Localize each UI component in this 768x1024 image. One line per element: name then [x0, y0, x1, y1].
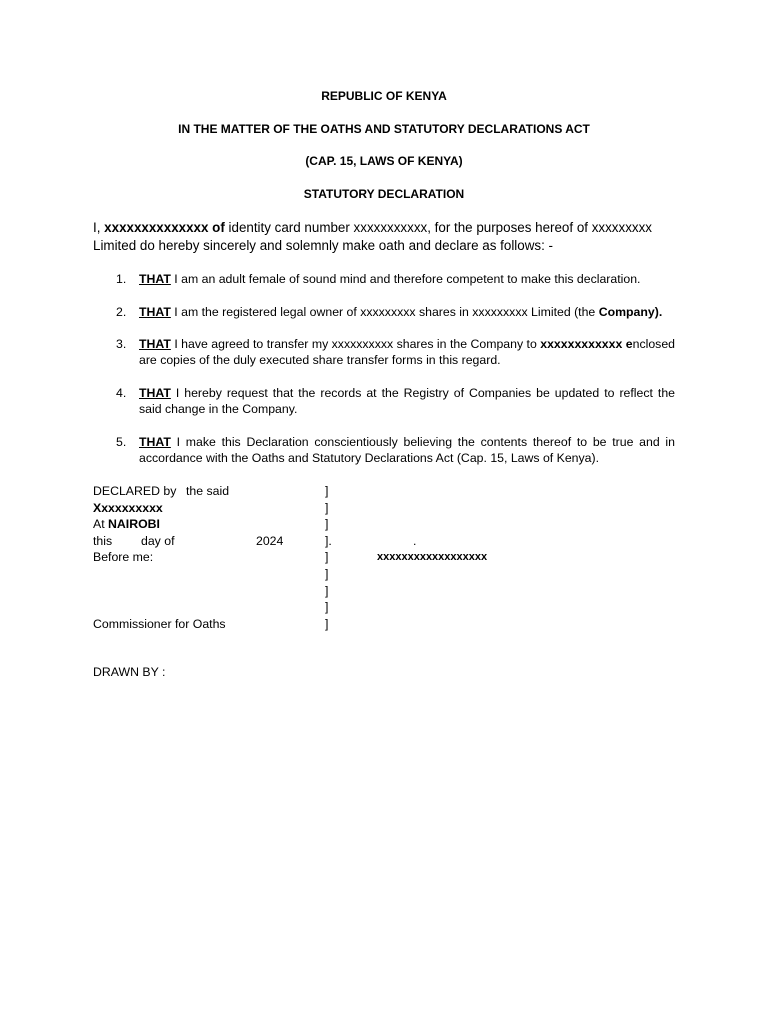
item-bold-tail: Company). [598, 305, 663, 319]
declaration-item [93, 336, 675, 368]
declarant-label: Xxxxxxxxxx [93, 500, 163, 515]
jurat-row [93, 566, 593, 583]
item-text: I make this Declaration conscientiously believing the contents thereof to be true and in accordance with the Oaths and Statutory Declarations Act (Cap. 15, Laws of Kenya). [139, 435, 675, 465]
item-body [139, 304, 675, 320]
item-number: 5. [116, 435, 127, 449]
item-number: 2. [116, 305, 127, 319]
place-name: NAIROBI [108, 517, 160, 532]
jurat-row [93, 533, 593, 550]
declaration-item [93, 385, 675, 417]
declared-by-label: DECLARED by [93, 484, 177, 498]
item-text: I hereby request that the records at the Registry of Companies be updated to reflect the said change in the Company. [139, 386, 675, 416]
item-keyword: THAT [139, 435, 171, 449]
jurat-row [93, 583, 593, 600]
heading-statutory-declaration: STATUTORY DECLARATION [303, 187, 465, 201]
heading-cap: (CAP. 15, LAWS OF KENYA) [305, 154, 463, 168]
this-label: this [93, 533, 113, 548]
item-text: I have agreed to transfer my xxxxxxxxxx shares in the Company to [170, 337, 541, 351]
drawn-by-label: DRAWN BY : [93, 665, 166, 679]
item-keyword: THAT [139, 337, 171, 351]
item-body [139, 271, 675, 287]
jurat-bracket: ]. [325, 533, 332, 548]
item-body [139, 336, 675, 368]
year-label: 2024 [256, 533, 284, 548]
jurat-row [93, 549, 593, 566]
jurat-bracket: ] [325, 583, 329, 598]
item-body [139, 434, 675, 466]
before-me-label: Before me: [93, 550, 154, 565]
item-text-after: nclosed are copies of the duly executed share transfer forms in this regard. [139, 337, 675, 367]
day-of-label: day of [141, 533, 175, 548]
jurat-bracket: ] [325, 500, 329, 515]
jurat-row [93, 516, 593, 533]
declarant-name: xxxxxxxxxxxxxx of [104, 220, 225, 235]
jurat-bracket: ] [325, 600, 329, 615]
heading-republic: REPUBLIC OF KENYA [321, 89, 447, 103]
jurat-bracket: ] [325, 517, 329, 532]
jurat-row [93, 500, 593, 517]
item-text: I am the registered legal owner of xxxxxxxxx shares in xxxxxxxxx Limited (the [170, 305, 599, 319]
jurat-bracket: ] [325, 566, 329, 581]
item-keyword: THAT [139, 305, 171, 319]
intro-paragraph [93, 219, 675, 255]
intro-text: identity card number xxxxxxxxxxx, for the purposes hereof of xxxxxxxxx Limited do hereby sincerely and solemnly make oath and declare as follows: - [93, 220, 652, 253]
jurat-bracket: ] [325, 484, 329, 498]
jurat-bracket: ] [325, 550, 329, 565]
transferee-name: xxxxxxxxxxxx e [540, 337, 633, 351]
at-label: At [93, 517, 109, 532]
item-number: 3. [116, 337, 127, 351]
declaration-item [93, 434, 675, 466]
item-text: I am an adult female of sound mind and therefore competent to make this declaration. [170, 272, 641, 286]
commissioner-label: Commissioner for Oaths [93, 616, 226, 631]
item-body [139, 385, 675, 417]
item-keyword: THAT [139, 386, 171, 400]
jurat-row [93, 483, 593, 500]
intro-prefix: I, [93, 220, 105, 235]
jurat-block [93, 483, 593, 632]
declaration-item [93, 271, 675, 287]
jurat-row [93, 616, 593, 633]
jurat-row [93, 599, 593, 616]
declaration-item [93, 304, 675, 320]
jurat-bracket: ] [325, 616, 329, 631]
signature-name: xxxxxxxxxxxxxxxxxx [377, 551, 488, 564]
item-keyword: THAT [139, 272, 171, 286]
the-said-label: the said [186, 484, 230, 498]
item-number: 4. [116, 386, 127, 400]
signature-dot: . [413, 533, 417, 548]
item-number: 1. [116, 272, 127, 286]
heading-matter: IN THE MATTER OF THE OATHS AND STATUTORY DECLARATIONS ACT [178, 122, 590, 136]
place-line [93, 516, 160, 533]
